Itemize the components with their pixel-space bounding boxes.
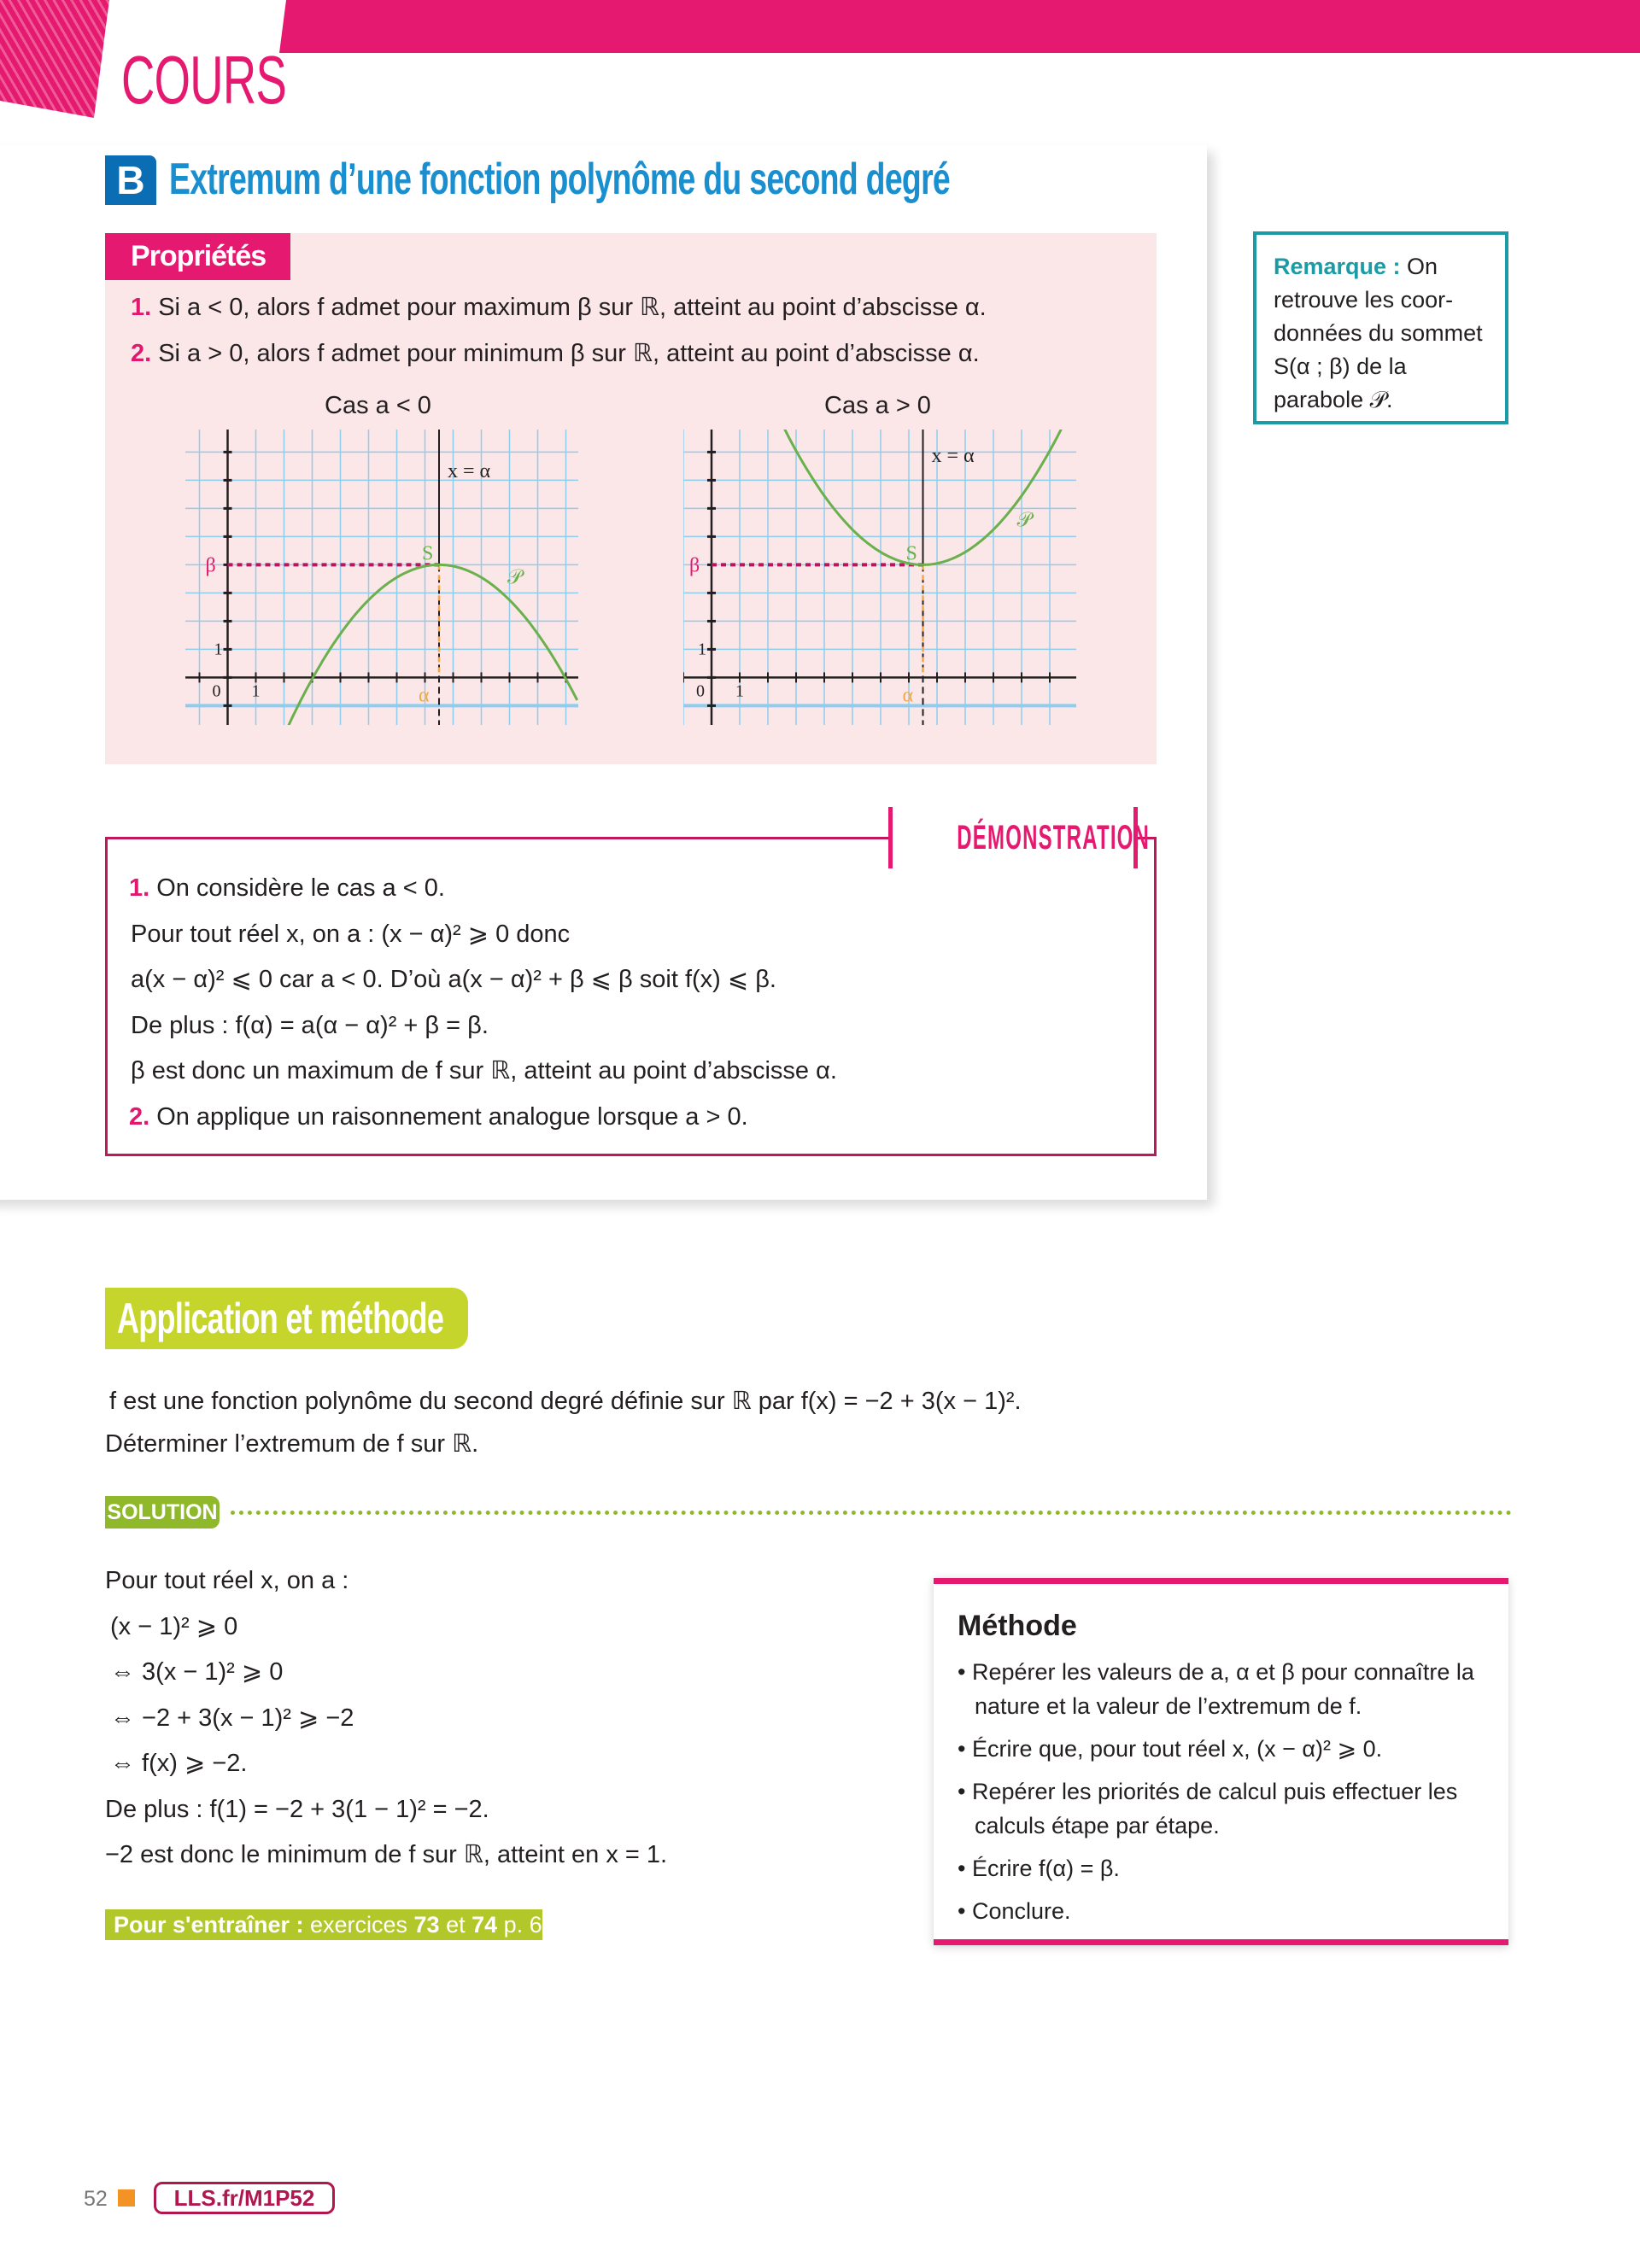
alpha-label: α (902, 684, 914, 707)
property-item (131, 339, 980, 369)
exercise-statement: f est une fonction polynôme du second degré définie sur ℝ par f(x) = −2 + 3(x − 1)². (109, 1388, 1022, 1415)
exercise-number: 74 (472, 1912, 498, 1938)
practice-link[interactable] (105, 1909, 555, 1940)
line-text: On considère le cas a < 0. (156, 874, 445, 902)
solution-divider (231, 1511, 1512, 1515)
page-number: 52 (84, 2187, 108, 2211)
demonstration-label (888, 807, 1151, 868)
curve-label: 𝒫 (507, 566, 523, 589)
remark-label: Remarque : (1274, 254, 1401, 279)
method-title: Méthode (958, 1610, 1077, 1642)
remark-text: On retrouve les coor-données du sommet S(α ; β) de la parabole 𝒫. (1274, 254, 1483, 412)
origin-label: 0 (696, 681, 705, 701)
line-text: β est donc un maximum de f sur ℝ, atteint au point d’abscisse α. (131, 1057, 837, 1084)
demonstration-line (131, 965, 776, 995)
y-unit-label: 1 (214, 640, 223, 659)
line-text: Pour tout réel x, on a : (x − α)² ⩾ 0 donc (131, 920, 571, 948)
section-title: Extremum d’une fonction polynôme du second degré (169, 155, 951, 204)
line-number: 1. (129, 874, 150, 902)
section-heading: COURS (121, 42, 287, 118)
method-list (958, 1655, 1485, 1928)
solution-badge: SOLUTION (105, 1496, 220, 1529)
practice-text: p. 63 (497, 1912, 555, 1938)
curve-label: 𝒫 (1016, 509, 1032, 532)
symmetry-axis-label: x = α (448, 460, 491, 482)
page-marker-icon (118, 2189, 135, 2207)
item-number: 2. (131, 340, 152, 367)
symmetry-axis-label: x = α (931, 445, 975, 467)
demonstration-line (129, 1102, 748, 1132)
x-unit-label: 1 (735, 681, 744, 701)
online-resource-link[interactable]: LLS.fr/M1P52 (154, 2182, 335, 2214)
beta-label: β (689, 554, 700, 577)
solution-line: Pour tout réel x, on a : (105, 1567, 349, 1594)
exercise-number: 73 (413, 1912, 440, 1938)
practice-text: et (439, 1912, 472, 1938)
demonstration-line (129, 874, 445, 903)
parabola-graph-max (185, 430, 578, 725)
solution-line: De plus : f(1) = −2 + 3(1 − 1)² = −2. (105, 1795, 489, 1823)
method-item: • Conclure. (958, 1894, 1485, 1928)
top-banner (279, 0, 1640, 53)
method-item: • Écrire que, pour tout réel x, (x − α)² ⩾ 0. (958, 1732, 1485, 1766)
method-box (934, 1578, 1508, 1945)
item-text: Si a > 0, alors f admet pour minimum β sur ℝ, atteint au point d’abscisse α. (158, 340, 980, 367)
line-text: a(x − α)² ⩽ 0 car a < 0. D’où a(x − α)² + β ⩽ β soit f(x) ⩽ β. (131, 966, 776, 993)
parabola-curve (683, 430, 1075, 564)
line-number: 2. (129, 1102, 150, 1131)
x-unit-label: 1 (251, 681, 261, 701)
method-item: • Écrire f(α) = β. (958, 1851, 1485, 1885)
item-text: Si a < 0, alors f admet pour maximum β sur ℝ, atteint au point d’abscisse α. (158, 294, 987, 321)
graph-title: Cas a < 0 (325, 392, 431, 419)
exercise-question: Déterminer l’extremum de f sur ℝ. (105, 1430, 479, 1458)
graph-title: Cas a > 0 (824, 392, 931, 419)
method-item: • Repérer les priorités de calcul puis effectuer les calculs étape par étape. (958, 1774, 1485, 1843)
practice-label: Pour s'entraîner : (114, 1912, 304, 1938)
alpha-label: α (419, 684, 430, 707)
method-item: • Repérer les valeurs de a, α et β pour connaître la nature et la valeur de l’extremum de f. (958, 1655, 1485, 1723)
demonstration-line (131, 1011, 489, 1041)
origin-label: 0 (212, 681, 221, 701)
solution-line: (x − 1)² ⩾ 0 (110, 1612, 238, 1640)
line-text: On applique un raisonnement analogue lorsque a > 0. (156, 1102, 748, 1131)
solution-line: −2 est donc le minimum de f sur ℝ, atteint en x = 1. (105, 1841, 668, 1868)
line-text: De plus : f(α) = a(α − α)² + β = β. (131, 1011, 489, 1039)
solution-line: ⇔ −2 + 3(x − 1)² ⩾ −2 (110, 1704, 354, 1732)
corner-decoration (0, 0, 111, 120)
item-number: 1. (131, 294, 152, 321)
demonstration-line (131, 920, 570, 950)
beta-label: β (205, 554, 216, 577)
section-letter-badge: B (105, 155, 156, 205)
parabola-curve (185, 564, 577, 725)
application-heading-text: Application et méthode (117, 1295, 444, 1342)
y-unit-label: 1 (698, 640, 706, 659)
demonstration-box (105, 837, 1157, 1156)
property-item (131, 293, 987, 323)
vertex-label: S (905, 542, 917, 565)
solution-line: ⇔ 3(x − 1)² ⩾ 0 (110, 1658, 284, 1686)
application-heading (105, 1288, 468, 1349)
demonstration-label-text: DÉMONSTRATION (957, 819, 1151, 856)
parabola-graph-min (683, 430, 1076, 725)
remark-box (1253, 231, 1508, 424)
practice-text: exercices (303, 1912, 414, 1938)
vertex-label: S (422, 542, 434, 565)
properties-label: Propriétés (105, 233, 290, 280)
solution-line: ⇔ f(x) ⩾ −2. (110, 1750, 248, 1777)
demonstration-line (131, 1056, 837, 1086)
